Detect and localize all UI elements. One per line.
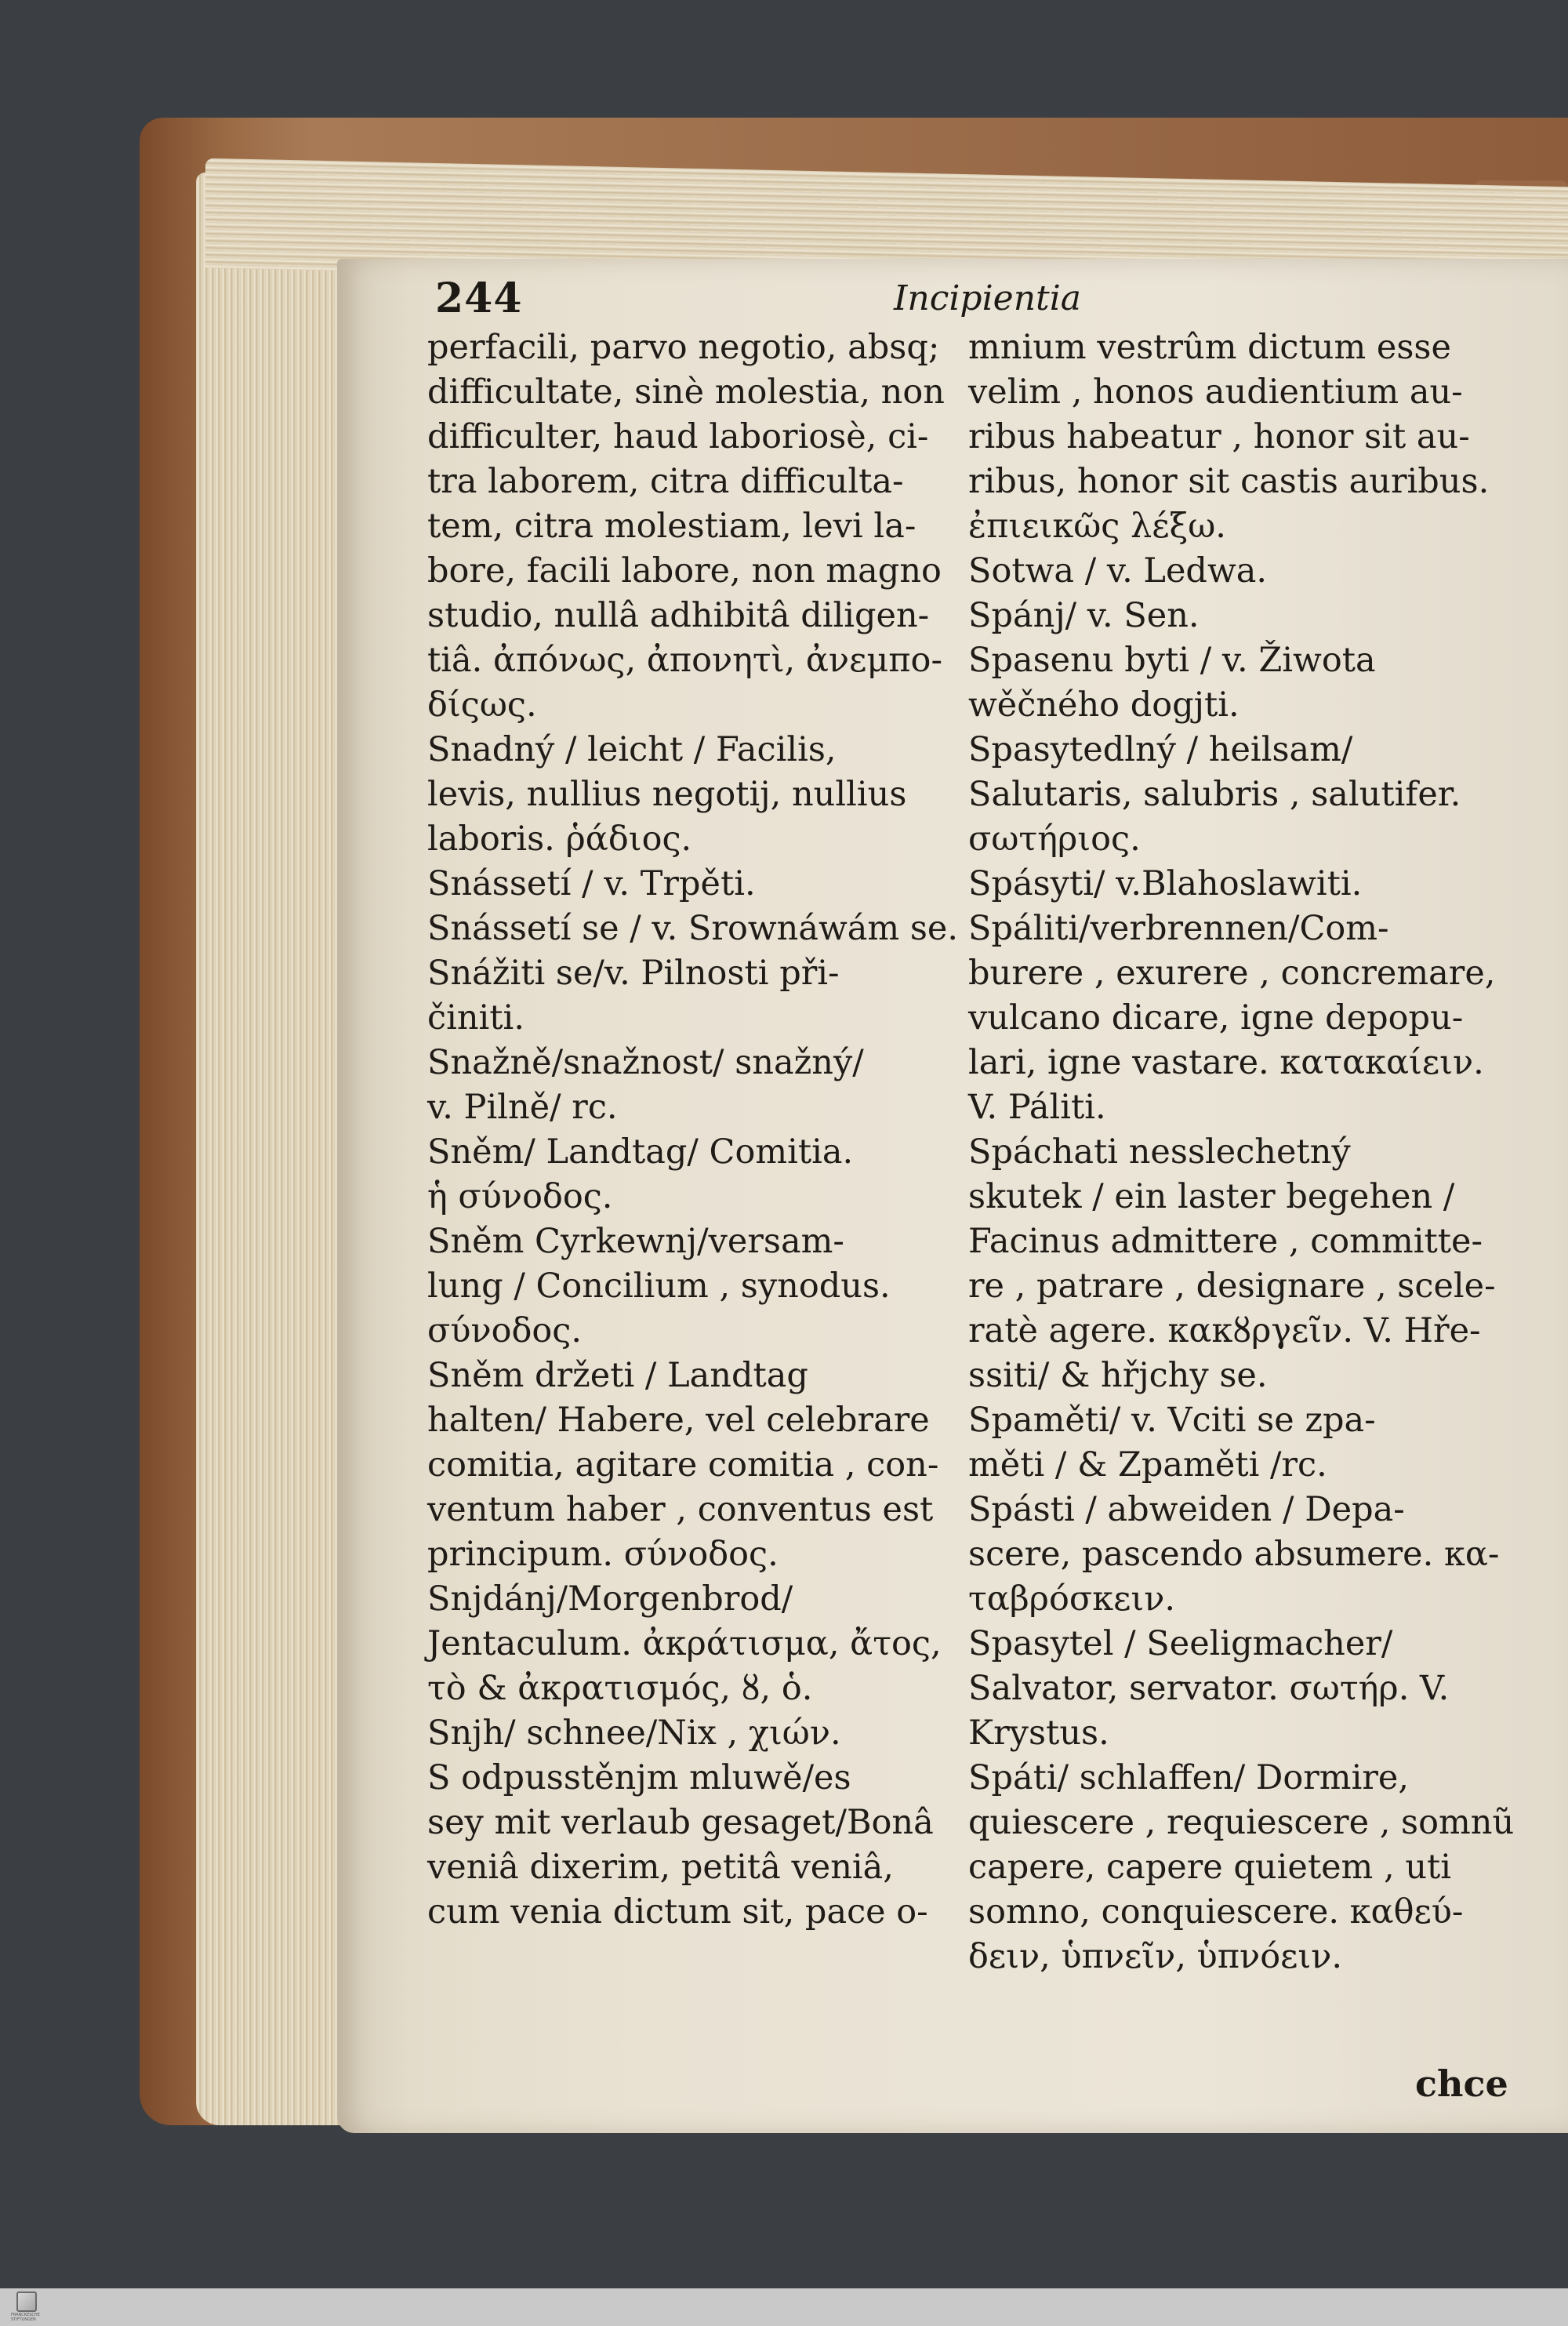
text-line: Facinus admittere , committe-: [968, 1222, 1483, 1261]
text-line: difficulter, haud laboriosè, ci-: [427, 417, 929, 456]
text-line: cum venia dictum sit, pace o-: [427, 1892, 928, 1932]
text-line: tra laborem, citra difficulta-: [427, 462, 904, 501]
text-line: V. Páliti.: [968, 1088, 1106, 1127]
text-line: v. Pilně/ rc.: [427, 1088, 618, 1127]
catchword: chce: [1415, 2063, 1508, 2105]
text-line: Sněm Cyrkewnj/versam-: [427, 1222, 844, 1261]
text-line: δίςως.: [427, 685, 537, 725]
text-line: Spáliti/verbrennen/Com-: [968, 909, 1389, 948]
text-line: tem, citra molestiam, levi la-: [427, 507, 916, 546]
text-line: ribus, honor sit castis auribus.: [968, 462, 1490, 501]
text-line: Salutaris, salubris , salutifer.: [968, 775, 1461, 814]
text-line: σύνοδος.: [427, 1311, 583, 1350]
text-line: Spasytel / Seeligmacher/: [968, 1624, 1393, 1663]
text-line: ἐπιεικῶς λέξω.: [968, 507, 1226, 546]
text-line: ratè agere. κακȣργεῖν. V. Hře-: [968, 1311, 1481, 1350]
text-line: veniâ dixerim, petitâ veniâ,: [427, 1848, 894, 1887]
running-title: Incipientia: [894, 278, 1082, 318]
text-line: lari, igne vastare. κατακαίειν.: [968, 1043, 1484, 1082]
text-line: mnium vestrûm dictum esse: [968, 328, 1451, 367]
text-line: S odpusstěnjm mluwě/es: [427, 1758, 851, 1797]
text-line: bore, facili labore, non magno: [427, 551, 942, 591]
text-line: měti / & Zpaměti /rc.: [968, 1445, 1327, 1485]
text-line: skutek / ein laster begehen /: [968, 1177, 1455, 1216]
page-number: 244: [435, 274, 523, 322]
text-line: laboris. ῥάδιος.: [427, 820, 692, 859]
text-line: studio, nullâ adhibitâ diligen-: [427, 596, 930, 635]
text-line: Krystus.: [968, 1714, 1109, 1753]
text-line: Snjh/ schnee/Nix , χιών.: [427, 1714, 841, 1753]
text-line: sey mit verlaub gesaget/Bonâ: [427, 1803, 934, 1842]
text-line: ταβρόσκειν.: [968, 1579, 1176, 1619]
text-line: principum. σύνοδος.: [427, 1535, 779, 1574]
text-line: Spásyti/ v.Blahoslawiti.: [968, 864, 1363, 903]
text-line: wěčného dogjti.: [968, 685, 1240, 725]
right-column: [968, 325, 1513, 1979]
page-edges-left: [196, 173, 353, 2125]
text-line: Jentaculum. ἀκράτισμα, ἄτος,: [427, 1624, 942, 1663]
text-line: Snážiti se/v. Pilnosti při-: [427, 954, 840, 993]
text-line: tiâ. ἀπόνως, ἀπονητὶ, ἀνεμπο-: [427, 641, 942, 680]
text-line: ribus habeatur , honor sit au-: [968, 417, 1470, 456]
text-line: τὸ & ἀκρατισμός, ȣ, ὁ.: [427, 1669, 813, 1708]
library-logo-icon: [16, 2291, 37, 2312]
library-logo: [11, 2291, 42, 2322]
text-line: capere, capere quietem , uti: [968, 1848, 1452, 1887]
text-line: Snažně/snažnost/ snažný/: [427, 1043, 864, 1082]
text-line: Snjdánj/Morgenbrod/: [427, 1579, 793, 1619]
text-line: quiescere , requiescere , somnũ: [968, 1803, 1515, 1842]
text-line: levis, nullius negotij, nullius: [427, 775, 907, 814]
library-logo-text: FRANCKESCHE STIFTUNGEN: [11, 2312, 40, 2322]
text-line: halten/ Habere, vel celebrare: [427, 1401, 930, 1440]
text-line: scere, pascendo absumere. κα-: [968, 1535, 1500, 1574]
text-line: Sněm/ Landtag/ Comitia.: [427, 1132, 854, 1172]
text-line: difficultate, sinè molestia, non: [427, 373, 945, 412]
text-line: somno, conquiescere. καθεύ-: [968, 1892, 1464, 1932]
text-line: perfacili, parvo negotio, absq;: [427, 328, 940, 367]
text-line: ssiti/ & hřjchy se.: [968, 1356, 1268, 1395]
text-line: Spaměti/ v. Vciti se zpa-: [968, 1401, 1376, 1440]
text-line: burere , exurere , concremare,: [968, 954, 1496, 993]
text-line: Salvator, servator. σωτήρ. V.: [968, 1669, 1450, 1708]
text-line: Spásti / abweiden / Depa-: [968, 1490, 1405, 1529]
viewer-bottom-bar: [0, 2288, 1568, 2326]
text-line: re , patrare , designare , scele-: [968, 1267, 1496, 1306]
text-line: velim , honos audientium au-: [968, 373, 1463, 412]
text-line: Sotwa / v. Ledwa.: [968, 551, 1268, 591]
text-line: ἡ σύνοδος.: [427, 1177, 613, 1216]
text-line: Snássetí / v. Trpěti.: [427, 864, 756, 903]
text-line: vulcano dicare, igne depopu-: [968, 998, 1464, 1038]
text-line: Spánj/ v. Sen.: [968, 596, 1200, 635]
text-line: lung / Concilium , synodus.: [427, 1267, 891, 1306]
text-line: Spáti/ schlaffen/ Dormire,: [968, 1758, 1410, 1797]
text-line: Sněm držeti / Landtag: [427, 1356, 808, 1395]
text-line: Snássetí se / v. Srownáwám se.: [427, 909, 959, 948]
text-line: σωτήριος.: [968, 820, 1141, 859]
text-line: comitia, agitare comitia , con-: [427, 1445, 939, 1485]
text-line: Spasytedlný / heilsam/: [968, 730, 1353, 769]
text-line: činiti.: [427, 998, 524, 1038]
text-line: Spáchati nesslechetný: [968, 1132, 1351, 1172]
text-line: ventum haber , conventus est: [427, 1490, 934, 1529]
text-line: δειν, ὑπνεῖν, ὑπνόειν.: [968, 1937, 1343, 1976]
text-line: Snadný / leicht / Facilis,: [427, 730, 837, 769]
left-column: [427, 325, 976, 1935]
text-line: Spasenu byti / v. Žiwota: [968, 641, 1376, 680]
